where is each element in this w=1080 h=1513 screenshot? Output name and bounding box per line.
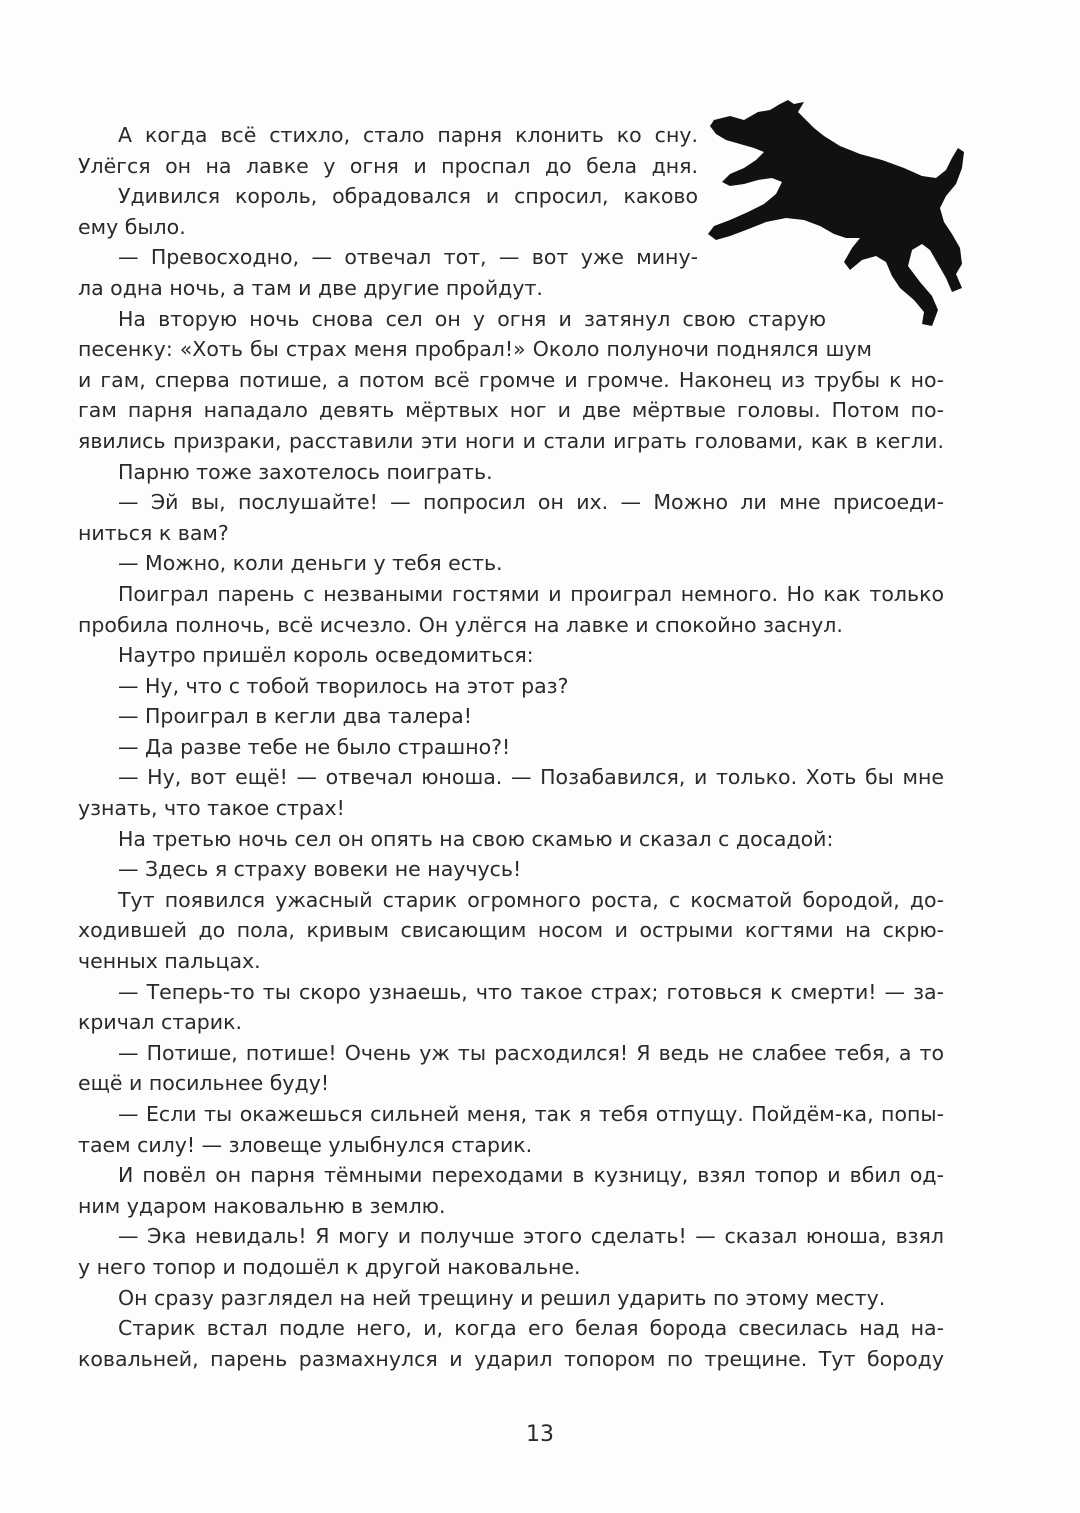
text-line: Старик встал подле него, и, когда его белая борода свесилась над на- [118, 1316, 944, 1341]
text-line: — Эй вы, послушайте! — попросил он их. — Можно ли мне присоеди- [118, 490, 944, 515]
text-line: Удивился король, обрадовался и спросил, каково [118, 184, 698, 209]
text-line: явились призраки, расставили эти ноги и стали играть головами, как в кегли. [78, 428, 944, 453]
text-line: — Если ты окажешься сильней меня, так я тебя отпущу. Пойдём-ка, попы- [118, 1102, 944, 1126]
text-line: — Теперь-то ты скоро узнаешь, что такое страх; готовься к смерти! — за- [118, 979, 944, 1004]
text-line: ла одна ночь, а там и две другие пройдут. [78, 275, 543, 300]
text-line: — Ну, вот ещё! — отвечал юноша. — Позабавился, и только. Хоть бы мне [118, 765, 944, 790]
text-line: — Проиграл в кегли два талера! [118, 704, 472, 729]
text-line: — Эка невидаль! Я могу и получше этого сделать! — сказал юноша, взял [118, 1224, 944, 1249]
text-line: пробила полночь, всё исчезло. Он улёгся на лавке и спокойно заснул. [78, 612, 843, 637]
text-line: — Можно, коли деньги у тебя есть. [118, 551, 503, 576]
text-line: — Да разве тебе не было страшно?! [118, 734, 511, 759]
text-line: На вторую ночь снова сел он у огня и затянул свою старую [118, 306, 826, 331]
text-line: Парню тоже захотелось поиграть. [118, 459, 493, 484]
text-line: ним ударом наковальню в землю. [78, 1193, 446, 1218]
text-line: ему было. [78, 214, 186, 239]
text-line: ченных пальцах. [78, 949, 261, 974]
text-line: — Ну, что с тобой творилось на этот раз? [118, 673, 569, 698]
text-line: гам парня нападало девять мёртвых ног и две мёртвые головы. Потом по- [78, 398, 944, 423]
text-line: ниться к вам? [78, 520, 229, 545]
text-line: Наутро пришёл король осведомиться: [118, 643, 534, 668]
text-line: у него топор и подошёл к другой наковальне. [78, 1254, 581, 1279]
text-line: Тут появился ужасный старик огромного роста, с косматой бородой, до- [118, 887, 944, 912]
text-line: — Превосходно, — отвечал тот, — вот уже мину- [118, 245, 698, 270]
text-line: — Потише, потише! Очень уж ты расходился! Я ведь не слабее тебя, а то [118, 1040, 944, 1065]
text-line: ходившей до пола, кривым свисающим носом и острыми когтями на скрю- [78, 918, 944, 943]
text-line: ковальней, парень размахнулся и ударил топором по трещине. Тут бороду [78, 1346, 944, 1371]
page-number: 13 [526, 1422, 554, 1447]
text-line: На третью ночь сел он опять на свою скамью и сказал с досадой: [118, 826, 834, 851]
text-line: Улёгся он на лавке у огня и проспал до бела дня. [78, 153, 698, 178]
text-line: Поиграл парень с незваными гостями и проиграл немного. Но как только [118, 581, 944, 606]
text-line: узнать, что такое страх! [78, 796, 345, 821]
text-line: И повёл он парня тёмными переходами в кузницу, взял топор и вбил од- [118, 1163, 944, 1188]
text-line: ещё и посильнее буду! [78, 1071, 330, 1096]
text-line: песенку: «Хоть бы страх меня пробрал!» Около полуночи поднялся шум [78, 337, 872, 362]
text-line: и гам, сперва потише, а потом всё громче и громче. Наконец из трубы к но- [78, 367, 944, 392]
text-line: таем силу! — зловеще улыбнулся старик. [78, 1132, 533, 1157]
text-line: Он сразу разглядел на ней трещину и решил ударить по этому месту. [118, 1285, 886, 1310]
text-line: А когда всё стихло, стало парня клонить ко сну. [118, 123, 698, 147]
story-text [78, 120, 944, 1374]
text-line: — Здесь я страху вовеки не научусь! [118, 857, 522, 882]
text-line: кричал старик. [78, 1010, 243, 1035]
